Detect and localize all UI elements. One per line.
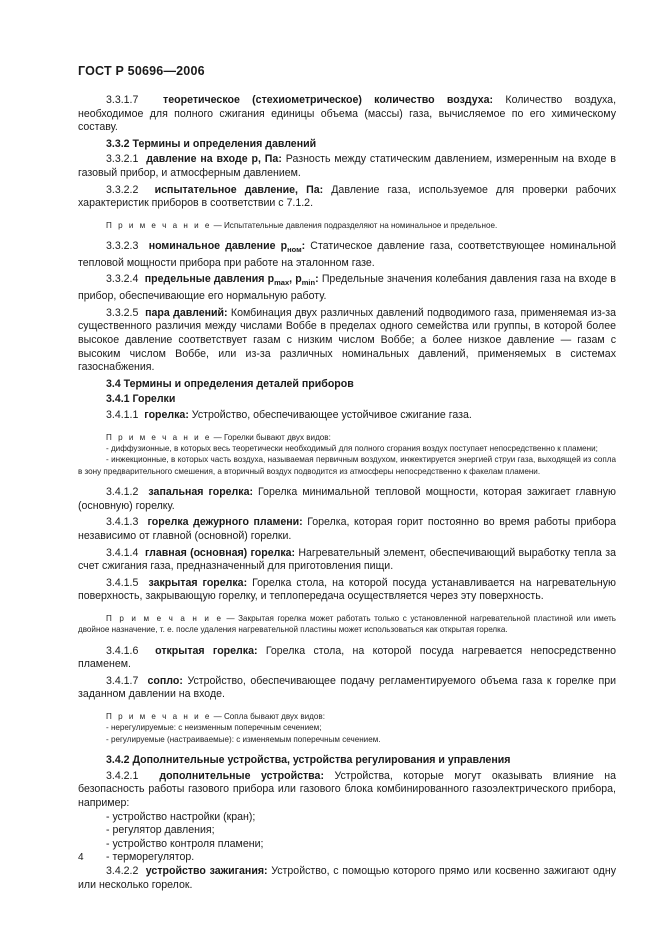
note-item: - регулируемые (настраиваемые): с изменяемым поперечным сечением. xyxy=(106,734,381,744)
page-number: 4 xyxy=(78,852,84,863)
clause-term: закрытая горелка: xyxy=(148,576,248,589)
clause-3-4-1-4 xyxy=(78,547,616,574)
note-item: - инжекционные, в которых часть воздуха, называемая первичным воздухом, инжектируется энергией струи газа, выходящей из сопла в зону предварительного смешения, а вторичный воздух подводится из атмосферы непосредственно к факелам пламени. xyxy=(78,455,616,476)
note-label: П р и м е ч а н и е xyxy=(106,432,212,442)
clause-3-3-2-5 xyxy=(78,307,616,375)
note-text: — Сопла бывают двух видов: xyxy=(211,712,325,722)
clause-number: 3.4.1.2 xyxy=(106,486,139,499)
note-item: - диффузионные, в которых весь теоретически необходимый для полного сгорания воздух поступает непосредственно к пламени; xyxy=(106,443,598,453)
clause-3-4-1-5 xyxy=(78,577,616,604)
clause-3-4-1-6 xyxy=(78,645,616,672)
clause-term: устройство зажигания: xyxy=(145,865,268,878)
clause-text: Устройства, которые могут оказывать влияние на безопасность работы газового прибора или газового блока комбинированного газоэлектрического прибора, например: xyxy=(78,769,616,810)
clause-term: испытательное давление, Па: xyxy=(154,183,324,196)
clause-text: Горелка минимальной тепловой мощности, которая зажигает главную (основную) горелку. xyxy=(78,486,616,512)
clause-3-4-1-2 xyxy=(78,486,616,513)
note-closed-burner xyxy=(78,613,616,636)
note-label: П р и м е ч а н и е xyxy=(106,613,223,623)
section-heading-3-4: 3.4 Термины и определения деталей приборов xyxy=(106,377,354,390)
subscript: ном xyxy=(287,245,302,255)
subscript: max xyxy=(274,278,290,288)
clause-3-4-1-1 xyxy=(78,409,616,423)
clause-3-4-1-7 xyxy=(78,675,616,702)
clause-number: 3.4.1.3 xyxy=(106,516,139,529)
clause-text: Давление газа, используемое для проверки рабочих характеристик приборов в соответствии с 7.1.2. xyxy=(78,183,616,210)
clause-text: Количество воздуха, необходимое для полного сжигания единицы объема (массы) газа, вычисляемое по его химическому составу. xyxy=(78,94,617,134)
clause-number: 3.4.1.7 xyxy=(106,674,139,687)
term-colon: : xyxy=(315,273,319,286)
note-nozzle-types xyxy=(78,711,616,745)
clause-number: 3.4.1.6 xyxy=(106,644,139,657)
clause-text: Разность между статическим давлением, измеренным на входе в газовый прибор, и атмосферным давлением. xyxy=(78,153,616,179)
clause-term: предельные давления p xyxy=(144,273,275,286)
clause-text: Комбинация двух различных давлений подводимого газа, применяемая из-за существенного различия между числами Воббе в пределах одного семейства или группы, в которой более высокое давление соответствует газам с низким числом Воббе; а более низкое давление — газам с высоким числом Воббе, или из-за различных номинальных давлений, применяемых в системах газоснабжения. xyxy=(78,306,616,374)
clause-number: 3.3.2.4 xyxy=(106,273,139,286)
clause-text: Нагревательный элемент, обеспечивающий выработку тепла за счет сжигания газа, предназначенный для приготовления пищи. xyxy=(78,546,616,573)
subscript: min xyxy=(301,278,316,288)
clause-text: Горелка стола, на которой посуда устанавливается на нагревательную поверхность, закрывающую горелку, и теплопередача осуществляется через эту поверхность. xyxy=(78,576,616,603)
section-heading-3-3-2: 3.3.2 Термины и определения давлений xyxy=(106,137,317,150)
clause-number: 3.3.1.7 xyxy=(106,94,139,106)
note-text: — Горелки бывают двух видов: xyxy=(211,432,331,442)
clause-number: 3.3.2.3 xyxy=(106,240,139,253)
clause-3-3-2-2 xyxy=(78,184,616,211)
list-item: - устройство настройки (кран); xyxy=(106,810,256,823)
clause-term: запальная горелка: xyxy=(148,486,254,499)
clause-3-4-2-1 xyxy=(78,770,616,811)
clause-number: 3.4.2.1 xyxy=(106,769,139,782)
note-text: — Закрытая горелка может работать только с установленной нагревательной пластиной или иметь двойное назначение, т. е. после удаления нагревательной пластины может использоваться как открытая горелка. xyxy=(78,613,616,635)
clause-text: Горелка стола, на которой посуда нагревается непосредственно пламенем. xyxy=(78,644,616,671)
clause-text: Устройство, обеспечивающее подачу регламентируемого объема газа к горелке при заданном давлении на входе. xyxy=(78,674,617,701)
list-item: - устройство контроля пламени; xyxy=(106,837,264,850)
clause-3-3-2-3 xyxy=(78,240,616,270)
clause-text: Предельные значения колебания давления газа на входе в прибор, обеспечивающие его нормальную работу. xyxy=(78,273,616,303)
clause-number: 3.3.2.2 xyxy=(106,183,139,196)
clause-text: Горелка, которая горит постоянно во время работы прибора независимо от главной (основной) горелки. xyxy=(78,516,616,542)
list-item: - регулятор давления; xyxy=(106,824,215,837)
clause-term: номинальное давление p xyxy=(148,240,288,253)
note-item: - нерегулируемые: с неизменным поперечным сечением; xyxy=(106,723,322,733)
document-header: ГОСТ Р 50696—2006 xyxy=(78,64,205,78)
clause-3-3-2-4 xyxy=(78,273,616,303)
clause-term: давление на входе p, Па: xyxy=(146,153,282,166)
clause-term: дополнительные устройства: xyxy=(159,769,324,782)
accessory-devices-list xyxy=(78,811,616,865)
note-label: П р и м е ч а н и е xyxy=(106,220,212,230)
note-burner-types xyxy=(78,432,616,478)
clause-number: 3.4.1.5 xyxy=(106,576,139,589)
clause-term: горелка: xyxy=(144,408,189,421)
note-test-pressures xyxy=(78,220,616,231)
list-item: - терморегулятор. xyxy=(106,851,195,864)
note-label: П р и м е ч а н и е xyxy=(106,712,212,722)
clause-term: открытая горелка: xyxy=(155,644,258,657)
clause-term: пара давлений: xyxy=(145,306,228,319)
clause-term: горелка дежурного пламени: xyxy=(147,516,303,529)
clause-number: 3.4.1.4 xyxy=(106,546,139,559)
clause-3-3-2-1 xyxy=(78,153,616,180)
document-body xyxy=(78,94,616,895)
clause-term: теоретическое (стехиометрическое) количество воздуха: xyxy=(163,94,494,106)
term-colon: : xyxy=(301,240,306,253)
clause-number: 3.3.2.5 xyxy=(106,306,139,319)
clause-text: Устройство, обеспечивающее устойчивое сжигание газа. xyxy=(188,408,472,421)
clause-text: Устройство, с помощью которого прямо или косвенно зажигают одну или несколько горелок. xyxy=(78,865,616,891)
clause-term: сопло: xyxy=(147,674,183,687)
clause-number: 3.4.2.2 xyxy=(106,865,139,878)
clause-text: Статическое давление газа, соответствующее номинальной тепловой мощности прибора при работе на эталонном газе. xyxy=(78,240,616,269)
clause-3-3-1-7 xyxy=(78,94,616,135)
clause-3-4-1-3 xyxy=(78,516,616,543)
clause-3-4-2-2 xyxy=(78,865,616,892)
clause-number: 3.4.1.1 xyxy=(106,408,139,421)
clause-number: 3.3.2.1 xyxy=(106,153,139,166)
section-heading-3-4-1: 3.4.1 Горелки xyxy=(106,393,176,406)
clause-term-second: , p xyxy=(289,273,302,286)
note-text: — Испытательные давления подразделяют на номинальное и предельное. xyxy=(211,220,498,230)
section-heading-3-4-2: 3.4.2 Дополнительные устройства, устройства регулирования и управления xyxy=(106,754,511,767)
clause-term: главная (основная) горелка: xyxy=(145,546,296,559)
